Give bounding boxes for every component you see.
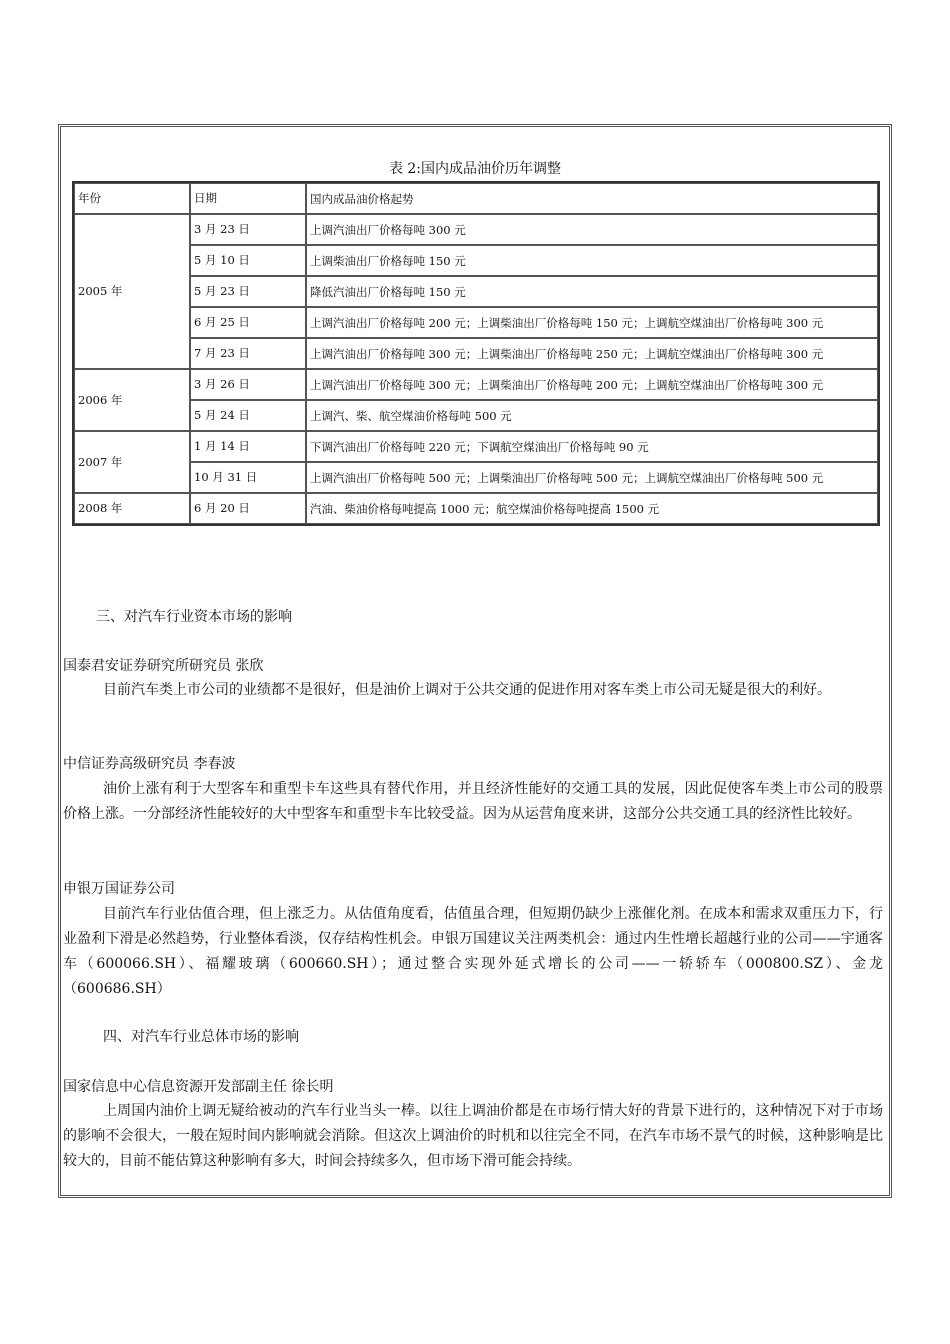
trend-cell: 降低汽油出厂价格每吨 150 元: [306, 276, 878, 307]
paragraph: 油价上涨有利于大型客车和重型卡车这些具有替代作用，并且经济性能好的交通工具的发展，因此促使客车类上市公司的股票价格上涨。一分部经济性能较好的大中型客车和重型卡车比较受益。因为从运营角度来讲，这部分公共交通工具的经济性比较好。: [63, 781, 883, 822]
date-cell: 5 月 24 日: [190, 400, 306, 431]
author-line: 中信证券高级研究员 李春波: [63, 756, 236, 772]
header-year: 年份: [74, 183, 190, 214]
header-date: 日期: [190, 183, 306, 214]
date-cell: 6 月 25 日: [190, 307, 306, 338]
paragraph: 上周国内油价上调无疑给被动的汽车行业当头一棒。以往上调油价都是在市场行情大好的背景下进行的，这种情况下对于市场的影响不会很大，一般在短时间内影响就会消除。但这次上调油价的时机和以往完全不同，在汽车市场不景气的时候，这种影响是比较大的，目前不能估算这种影响有多大，时间会持续多久，但市场下滑可能会持续。: [63, 1103, 883, 1169]
table-row: [74, 431, 878, 462]
trend-cell: 上调汽油出厂价格每吨 200 元；上调柴油出厂价格每吨 150 元；上调航空煤油出厂价格每吨 300 元: [306, 307, 878, 338]
table-row: [74, 462, 878, 493]
table-row: [74, 369, 878, 400]
date-cell: 5 月 23 日: [190, 276, 306, 307]
table-header-row: [74, 183, 878, 214]
trend-cell: 上调汽、柴、航空煤油价格每吨 500 元: [306, 400, 878, 431]
table-row: [74, 245, 878, 276]
trend-cell: 上调汽油出厂价格每吨 500 元；上调柴油出厂价格每吨 500 元；上调航空煤油出厂价格每吨 500 元: [306, 462, 878, 493]
paragraph: 目前汽车类上市公司的业绩都不是很好，但是油价上调对于公共交通的促进作用对客车类上市公司无疑是很大的利好。: [103, 682, 831, 698]
author-line: 国家信息中心信息资源开发部副主任 徐长明: [63, 1079, 334, 1095]
date-cell: 1 月 14 日: [190, 431, 306, 462]
table-row: [74, 493, 878, 524]
trend-cell: 汽油、柴油价格每吨提高 1000 元；航空煤油价格每吨提高 1500 元: [306, 493, 878, 524]
trend-cell: 上调汽油出厂价格每吨 300 元；上调柴油出厂价格每吨 200 元；上调航空煤油出厂价格每吨 300 元: [306, 369, 878, 400]
date-cell: 7 月 23 日: [190, 338, 306, 369]
oil-price-table: [72, 181, 880, 526]
header-trend: 国内成品油价格起势: [306, 183, 878, 214]
date-cell: 3 月 23 日: [190, 214, 306, 245]
section-heading: 三、对汽车行业资本市场的影响: [96, 609, 292, 625]
author-line: 国泰君安证券研究所研究员 张欣: [63, 658, 264, 674]
author-line: 申银万国证券公司: [63, 881, 175, 897]
date-cell: 3 月 26 日: [190, 369, 306, 400]
date-cell: 10 月 31 日: [190, 462, 306, 493]
year-cell: 2005 年: [74, 214, 190, 369]
date-cell: 6 月 20 日: [190, 493, 306, 524]
table-row: [74, 400, 878, 431]
table-title: 表 2:国内成品油价历年调整: [388, 161, 562, 177]
table-row: [74, 276, 878, 307]
year-cell: 2007 年: [74, 431, 190, 493]
table-row: [74, 307, 878, 338]
year-cell: 2008 年: [74, 493, 190, 524]
section-heading: 四、对汽车行业总体市场的影响: [103, 1029, 299, 1045]
table-row: [74, 214, 878, 245]
table-row: [74, 338, 878, 369]
trend-cell: 上调柴油出厂价格每吨 150 元: [306, 245, 878, 276]
trend-cell: 上调汽油出厂价格每吨 300 元；上调柴油出厂价格每吨 250 元；上调航空煤油出厂价格每吨 300 元: [306, 338, 878, 369]
trend-cell: 下调汽油出厂价格每吨 220 元；下调航空煤油出厂价格每吨 90 元: [306, 431, 878, 462]
year-cell: 2006 年: [74, 369, 190, 431]
paragraph: 目前汽车行业估值合理，但上涨乏力。从估值角度看，估值虽合理，但短期仍缺少上涨催化剂。在成本和需求双重压力下，行业盈利下滑是必然趋势，行业整体看淡，仅存结构性机会。申银万国建议关注两类机会：通过内生性增长超越行业的公司——宇通客车（600066.SH）、福耀玻璃（600660.SH）；通过整合实现外延式增长的公司——一轿轿车（000800.SZ）、金龙（600686.SH）: [63, 906, 883, 997]
trend-cell: 上调汽油出厂价格每吨 300 元: [306, 214, 878, 245]
date-cell: 5 月 10 日: [190, 245, 306, 276]
